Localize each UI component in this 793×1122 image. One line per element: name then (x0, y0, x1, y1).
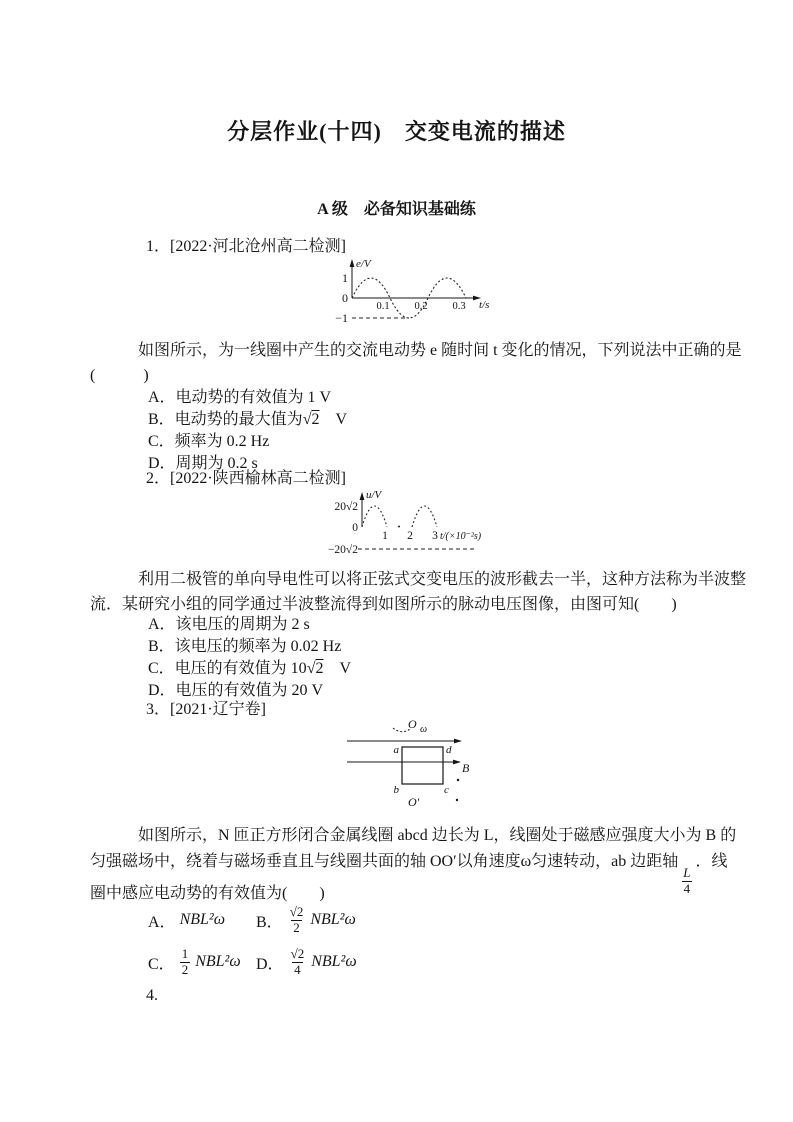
q3-options-row1 (148, 903, 356, 937)
x-tick-02: 0.2 (414, 301, 428, 312)
stem-text: 匀强磁场中，绕着与磁场垂直且与线圈共面的轴 OO′以角速度ω匀速转动，ab 边距轴 (90, 853, 679, 870)
field-line-2-arrow-icon (453, 760, 461, 765)
x-tick-01: 0.1 (376, 301, 390, 312)
axis-dot (398, 526, 400, 528)
q2-option-b (148, 637, 341, 657)
option-text: D．周期为 0.2 s (148, 455, 258, 472)
q3-option-d (256, 947, 357, 978)
q1-option-b (148, 410, 347, 430)
q3-figure (340, 714, 480, 814)
omega-label: ω (420, 724, 428, 735)
hump-1 (362, 506, 387, 527)
corner-a-label: a (393, 744, 399, 756)
y-tick-bottom: −20√2 (327, 544, 358, 556)
x-axis-label: t/(×10⁻²s) (440, 531, 482, 542)
option-label: D． (256, 955, 284, 973)
q1-waveform-svg (325, 253, 515, 333)
y-tick-0: 0 (342, 291, 348, 305)
option-text: C．电压的有效值为 10 (148, 660, 307, 677)
coil-rect (402, 747, 443, 784)
q3-option-b (256, 905, 356, 936)
formula: NBL²ω (311, 953, 357, 970)
field-line-1-arrow-icon (454, 739, 462, 744)
fraction: $\frac{1}{2}$ (181, 945, 189, 977)
q2-head: 2．[2022·陕西榆林高二检测] (146, 470, 346, 487)
x-tick-1: 1 (382, 530, 388, 542)
corner-c-label: c (444, 784, 449, 796)
option-label: B． (256, 913, 283, 931)
radical: √ 2 (303, 411, 320, 428)
q1-stem-line1: 如图所示，为一线圈中产生的交流电动势 e 随时间 t 变化的情况，下列说法中正确的是 (138, 342, 742, 359)
fraction: $\frac{√2}{4}$ (290, 945, 305, 977)
corner-b-label: b (393, 784, 399, 796)
corner-d-label: d (446, 744, 452, 756)
q2-option-c (148, 659, 351, 679)
q3-coil-diagram-svg (340, 714, 480, 814)
q1-stem-line2: ( ) (90, 367, 149, 384)
q1-option-c (148, 432, 269, 452)
x-tick-3: 3 (432, 530, 438, 542)
y-tick-zero: 0 (352, 522, 358, 534)
q3-stem-line3: 圈中感应电动势的有效值为( ) (90, 885, 325, 902)
option-text: D．电压的有效值为 20 V (148, 682, 324, 699)
field-b-label: B (462, 761, 470, 775)
option-text: V (319, 411, 348, 428)
fraction: $\frac{√2}{2}$ (289, 903, 304, 935)
formula: NBL²ω (195, 953, 241, 970)
section-heading: A 级 必备知识基础练 (317, 201, 476, 218)
field-dot-1 (457, 779, 459, 781)
axis-bottom-label: O′ (408, 795, 420, 809)
y-axis-arrow-icon (360, 492, 365, 500)
formula: NBL²ω (179, 911, 225, 928)
x-tick-03: 0.3 (452, 301, 466, 312)
q2-figure (325, 486, 525, 566)
q3-option-a (148, 909, 256, 932)
y-tick-top: 20√2 (334, 501, 358, 513)
q2-option-d (148, 681, 323, 701)
x-axis-label: t/s (479, 299, 490, 311)
q1-head: 1．[2022·河北沧州高二检测] (146, 238, 346, 255)
q4-head: 4. (146, 987, 158, 1004)
option-label: A． (148, 913, 176, 931)
q2-waveform-svg (325, 486, 525, 566)
option-label: C． (148, 955, 175, 973)
option-text: A．电动势的有效值为 1 V (148, 389, 332, 406)
q3-head: 3．[2021·辽宁卷] (146, 701, 266, 718)
page-title: 分层作业(十四) 交变电流的描述 (227, 119, 566, 144)
option-text: B．电动势的最大值为 (148, 411, 303, 428)
q2-stem-line2: 流．某研究小组的同学通过半波整流得到如图所示的脉动电压图像，由图可知( ) (90, 596, 677, 613)
radical: √ 2 (307, 660, 324, 677)
q2-option-a (148, 615, 310, 635)
formula: NBL²ω (310, 911, 356, 928)
x-tick-2: 2 (407, 530, 413, 542)
y-tick-1: 1 (342, 271, 348, 285)
option-text: C．频率为 0.2 Hz (148, 433, 270, 450)
field-dot-2 (456, 799, 458, 801)
axis-top-label: O (408, 717, 417, 731)
q1-option-a (148, 388, 331, 408)
y-axis-label: u/V (366, 489, 382, 501)
option-text: A．该电压的周期为 2 s (148, 616, 310, 633)
q3-stem-line1: 如图所示，N 匝正方形闭合金属线圈 abcd 边长为 L，线圈处于磁感应强度大小为 B 的 (138, 827, 737, 844)
option-text: V (323, 660, 352, 677)
hump-2 (412, 506, 437, 527)
q3-options-row2 (148, 945, 357, 979)
fraction: $\frac{L}{4}$ (683, 865, 691, 896)
y-axis-arrow-icon (350, 259, 355, 267)
y-axis-label: e/V (356, 258, 371, 270)
stem-text: ．线 (695, 853, 728, 870)
q3-option-c (148, 947, 256, 978)
y-tick-neg1: −1 (335, 311, 348, 325)
q2-stem-line1: 利用二极管的单向导电性可以将正弦式交变电压的波形截去一半，这种方法称为半波整 (138, 571, 747, 588)
option-text: B．该电压的频率为 0.02 Hz (148, 638, 342, 655)
q1-figure (325, 253, 515, 333)
